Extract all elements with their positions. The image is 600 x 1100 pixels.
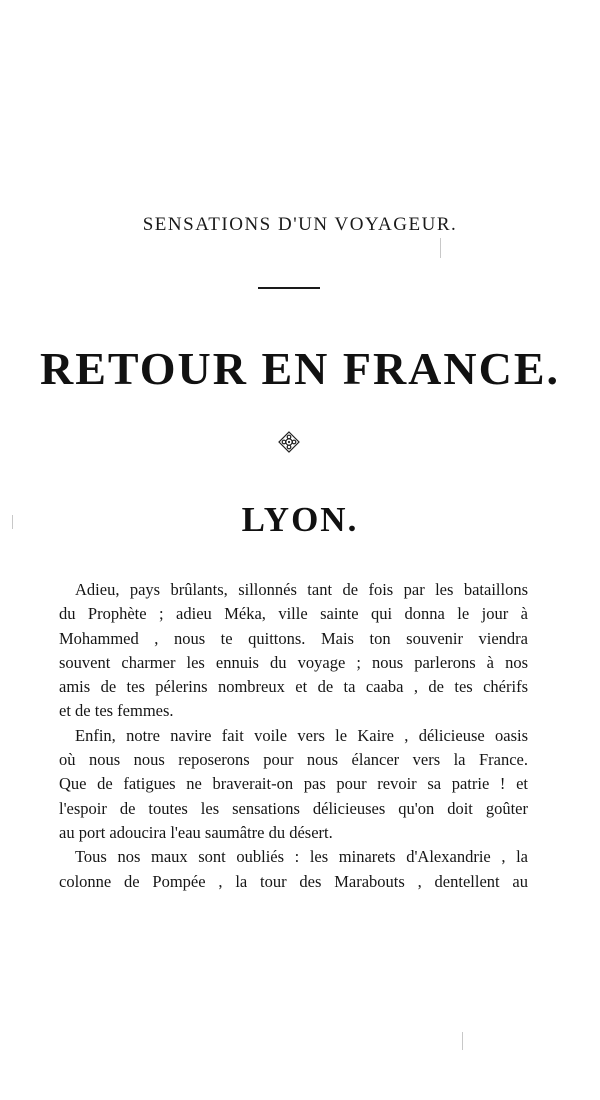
text-line: l'espoir de toutes les sensations délicieuses qu'on doit goûter bbox=[59, 798, 528, 818]
text-line: au port adoucira l'eau saumâtre du désert. bbox=[59, 822, 333, 842]
paper-speck bbox=[462, 1032, 463, 1050]
running-head: SENSATIONS D'UN VOYAGEUR. bbox=[142, 214, 458, 235]
section-title: LYON. bbox=[241, 500, 359, 539]
text-line: du Prophète ; adieu Méka, ville sainte qui donna le jour à bbox=[59, 604, 528, 624]
paper-speck bbox=[440, 238, 441, 258]
text-line: et de tes femmes. bbox=[59, 701, 174, 721]
chapter-title: RETOUR EN FRANCE. bbox=[39, 343, 561, 394]
text-line: colonne de Pompée , la tour des Marabouts , dentellent au bbox=[59, 871, 528, 891]
fleuron-ornament-icon bbox=[277, 430, 301, 454]
text-line: Mohammed , nous te quittons. Mais ton souvenir viendra bbox=[59, 628, 528, 648]
text-line: souvent charmer les ennuis du voyage ; nous parlerons à nos bbox=[59, 652, 528, 672]
text-line: Adieu, pays brûlants, sillonnés tant de fois par les bataillons bbox=[75, 580, 528, 599]
title-divider-rule bbox=[258, 287, 320, 289]
text-line: Tous nos maux sont oubliés : les minarets d'Alexandrie , la bbox=[75, 847, 528, 867]
text-line: amis de tes pélerins nombreux et de ta caaba , de tes chérifs bbox=[59, 677, 528, 697]
text-line: Enfin, notre navire fait voile vers le Kaire , délicieuse oasis bbox=[75, 725, 528, 745]
text-line: Que de fatigues ne braverait-on pas pour revoir sa patrie ! et bbox=[59, 774, 528, 794]
body-text bbox=[59, 578, 528, 894]
text-line: où nous nous reposerons pour nous élancer vers la France. bbox=[59, 750, 528, 770]
